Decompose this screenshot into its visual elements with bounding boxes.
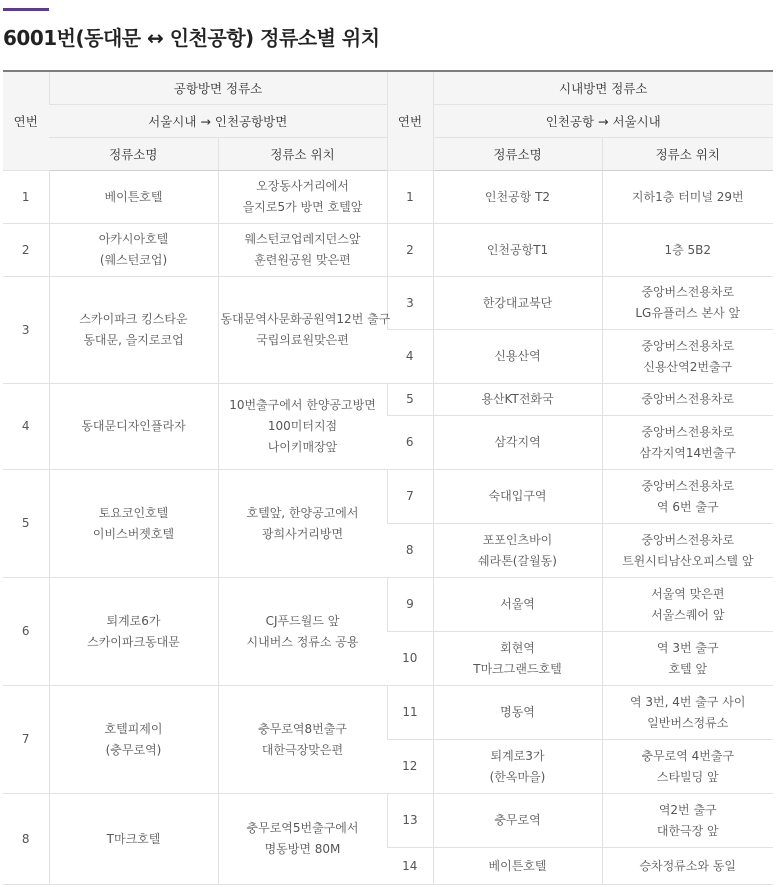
city-stop-name-cell (433, 224, 602, 277)
airport-stop-name-cell (49, 384, 218, 470)
city-stop-location-cell (602, 632, 773, 686)
city-stop-location-cell-line: 승차정류소와 동일 (639, 858, 737, 873)
city-seq-cell: 12 (387, 740, 433, 794)
airport-stop-location-cell-line: CJ푸드월드 앞 (265, 613, 340, 628)
city-stop-location-cell (602, 330, 773, 384)
city-stop-location-cell-line: 중앙버스전용차로 (641, 285, 735, 299)
city-stop-name-cell (433, 277, 602, 330)
city-stop-name-cell-line: 쉐라톤(갈월동) (478, 553, 557, 568)
city-stop-name-cell (433, 384, 602, 416)
city-stop-location-cell-line: 지하1층 터미널 29번 (631, 189, 744, 204)
city-stop-location-cell-line: 역2번 출구 (658, 802, 717, 817)
city-stop-location-cell (602, 384, 773, 416)
city-group-header: 시내방면 정류소 (433, 71, 773, 105)
airport-stop-name-cell-line: 동대문디자인플라자 (81, 419, 186, 433)
city-stop-name-cell-line: 회현역 (500, 640, 535, 655)
city-seq-cell: 6 (387, 416, 433, 470)
city-stop-location-cell-line: 신용산역2번출구 (643, 359, 733, 374)
city-stop-name-cell-line: 퇴계로3가 (490, 748, 545, 763)
table-row (3, 384, 773, 416)
city-stop-location-cell-line: 역 3번 출구 (656, 640, 719, 655)
airport-seq-cell: 5 (3, 470, 49, 578)
airport-seq-cell: 1 (3, 171, 49, 224)
city-seq-cell: 4 (387, 330, 433, 384)
city-stop-location-cell (602, 171, 773, 224)
table-row (3, 578, 773, 632)
airport-stop-name-cell (49, 686, 218, 794)
city-stop-location-cell-line: LG유플러스 본사 앞 (635, 306, 741, 320)
airport-stop-location-cell (218, 794, 387, 885)
city-seq-cell: 14 (387, 848, 433, 885)
table-row (3, 224, 773, 277)
page-title: 6001번(동대문 ↔ 인천공항) 정류소별 위치 (3, 26, 380, 50)
airport-stop-location-cell-line: 10번출구에서 한양공고방면 (229, 398, 376, 412)
city-stop-location-cell-line: 역 3번, 4번 출구 사이 (630, 694, 746, 709)
airport-stop-name-cell-line: 호텔피제이 (104, 721, 163, 736)
city-stop-location-cell-line: 중앙버스전용차로 (641, 338, 735, 353)
title-accent-bar (3, 8, 49, 11)
city-stop-name-cell (433, 794, 602, 848)
airport-stop-name-cell-line: 이비스버젯호텔 (92, 526, 175, 541)
header-row-groups (3, 71, 773, 105)
stop-table-body (3, 171, 773, 885)
airport-stop-location-cell-line: 호텔앞, 한양공고에서 (246, 505, 359, 520)
city-stop-location-cell (602, 224, 773, 277)
city-stop-name-cell-line: 인천공항 T2 (484, 189, 551, 204)
city-stop-name-cell-line: T마크그랜드호텔 (473, 661, 562, 676)
airport-stop-name-cell-line: 스카이파크 킹스타운 (79, 312, 188, 326)
airport-seq-cell: 7 (3, 686, 49, 794)
airport-seq-cell: 2 (3, 224, 49, 277)
city-stop-name-cell (433, 632, 602, 686)
city-stop-location-cell-line: 중앙버스전용차로 (641, 532, 735, 547)
table-row (3, 794, 773, 848)
city-stop-location-cell (602, 686, 773, 740)
city-route-header: 인천공항 → 서울시내 (433, 105, 773, 138)
city-stop-location-cell-line: 호텔 앞 (668, 661, 708, 676)
airport-group-header: 공항방면 정류소 (49, 71, 387, 105)
city-stop-name-cell (433, 470, 602, 524)
city-seq-cell: 10 (387, 632, 433, 686)
city-stop-location-cell-line: 1층 5B2 (664, 242, 712, 257)
city-stop-name-cell-line: 인천공항T1 (486, 242, 549, 257)
airport-stop-name-cell-line: 베이튼호텔 (104, 189, 163, 204)
airport-stop-location-cell (218, 171, 387, 224)
city-stop-location-cell (602, 524, 773, 578)
airport-stop-location-cell-line: 동대문역사문화공원역12번 출구 (220, 312, 391, 326)
table-row (3, 470, 773, 524)
city-stop-location-cell-line: 중앙버스전용차로 (641, 392, 735, 406)
airport-seq-cell: 8 (3, 794, 49, 885)
airport-stop-location-cell-line: 웨스턴코업레지던스앞 (244, 232, 361, 246)
city-stop-location-cell (602, 848, 773, 885)
airport-stop-location-cell (218, 686, 387, 794)
airport-stop-location-cell-line: 훈련원공원 맞은편 (254, 253, 351, 267)
city-stop-location-header: 정류소 위치 (602, 138, 773, 171)
city-stop-location-cell-line: 충무로역 4번출구 (641, 748, 735, 763)
city-stop-name-cell-line: 포포인츠바이 (482, 532, 553, 547)
city-stop-location-cell-line: 대한극장 앞 (656, 823, 719, 838)
city-seq-cell: 1 (387, 171, 433, 224)
airport-stop-location-cell-line: 충무로역8번출구 (258, 721, 347, 736)
airport-seq-cell: 6 (3, 578, 49, 686)
airport-stop-name-header: 정류소명 (49, 138, 218, 171)
city-stop-name-cell (433, 524, 602, 578)
city-stop-location-cell-line: 서울역 맞은편 (651, 586, 725, 601)
airport-stop-name-cell-line: 동대문, 을지로코업 (83, 333, 184, 347)
city-stop-location-cell (602, 277, 773, 330)
airport-stop-name-cell (49, 224, 218, 277)
airport-stop-location-cell-line: 국립의료원맞은편 (256, 333, 349, 347)
airport-stop-name-cell-line: 스카이파크동대문 (87, 634, 180, 649)
table-row (3, 686, 773, 740)
airport-stop-location-cell-line: 광희사거리방면 (261, 526, 344, 541)
airport-stop-name-cell (49, 171, 218, 224)
airport-stop-location-cell-line: 을지로5가 방면 호텔앞 (242, 200, 363, 214)
airport-stop-location-cell (218, 470, 387, 578)
city-seq-cell: 9 (387, 578, 433, 632)
city-stop-name-cell (433, 416, 602, 470)
table-row (3, 171, 773, 224)
airport-stop-location-cell (218, 384, 387, 470)
city-stop-location-cell-line: 트윈시티남산오피스텔 앞 (622, 553, 754, 568)
city-stop-location-cell (602, 740, 773, 794)
city-stop-location-cell-line: 삼각지역14번출구 (639, 445, 736, 460)
airport-stop-name-cell-line: 토요코인호텔 (98, 505, 169, 520)
airport-stop-location-cell-line: 오장동사거리에서 (256, 179, 349, 193)
city-stop-name-cell-line: 한강대교북단 (482, 295, 553, 310)
city-stop-location-cell (602, 578, 773, 632)
city-stop-location-cell (602, 794, 773, 848)
airport-stop-name-cell (49, 470, 218, 578)
airport-stop-location-cell (218, 578, 387, 686)
airport-stop-name-cell-line: 아카시아호텔 (98, 232, 169, 246)
airport-stop-location-cell-line: 100미터지점 (267, 419, 338, 433)
airport-stop-location-cell (218, 224, 387, 277)
city-stop-location-cell-line: 중앙버스전용차로 (641, 424, 735, 439)
city-seq-cell: 3 (387, 277, 433, 330)
airport-stop-name-cell (49, 277, 218, 384)
city-stop-location-cell-line: 스타빌딩 앞 (656, 769, 719, 784)
city-stop-name-cell-line: (한옥마을) (489, 769, 546, 784)
city-seq-cell: 7 (387, 470, 433, 524)
city-stop-location-cell (602, 470, 773, 524)
city-stop-name-cell-line: 명동역 (500, 705, 535, 719)
city-stop-location-cell-line: 일반버스정류소 (647, 715, 729, 730)
city-stop-name-cell (433, 848, 602, 885)
airport-stop-location-cell-line: 나이키매장앞 (267, 440, 338, 454)
city-stop-name-cell-line: 숙대입구역 (488, 489, 547, 503)
airport-seq-cell: 3 (3, 277, 49, 384)
airport-stop-name-cell-line: 퇴계로6가 (106, 613, 161, 628)
city-stop-name-cell (433, 686, 602, 740)
airport-stop-location-cell-line: 시내버스 정류소 공용 (246, 634, 359, 649)
airport-seq-cell: 4 (3, 384, 49, 470)
city-stop-location-cell (602, 416, 773, 470)
stop-location-table (3, 70, 773, 885)
city-seq-header: 연번 (387, 71, 433, 171)
airport-stop-name-cell-line: (웨스턴코업) (99, 253, 168, 267)
airport-stop-location-cell-line: 명동방면 80M (264, 842, 341, 856)
airport-stop-name-cell-line: T마크호텔 (106, 831, 161, 846)
city-stop-name-cell (433, 740, 602, 794)
city-seq-cell: 11 (387, 686, 433, 740)
airport-stop-location-cell-line: 충무로역5번출구에서 (246, 821, 359, 835)
airport-stop-location-cell (218, 277, 391, 384)
airport-stop-name-cell (49, 794, 218, 885)
city-stop-name-cell (433, 171, 602, 224)
airport-stop-location-cell-line: 대한극장맞은편 (261, 742, 344, 757)
city-stop-name-cell-line: 신용산역 (494, 349, 541, 363)
city-stop-location-cell-line: 서울스퀘어 앞 (651, 607, 725, 622)
city-stop-name-header: 정류소명 (433, 138, 602, 171)
city-seq-cell: 5 (387, 384, 433, 416)
airport-route-header: 서울시내 → 인천공항방면 (49, 105, 387, 138)
city-seq-cell: 2 (387, 224, 433, 277)
city-stop-name-cell-line: 충무로역 (494, 813, 541, 827)
table-row (3, 277, 773, 330)
city-seq-cell: 8 (387, 524, 433, 578)
city-stop-name-cell-line: 베이튼호텔 (488, 858, 547, 873)
airport-seq-header: 연번 (3, 71, 49, 171)
city-stop-location-cell-line: 중앙버스전용차로 (641, 478, 735, 493)
city-seq-cell: 13 (387, 794, 433, 848)
airport-stop-location-header: 정류소 위치 (218, 138, 387, 171)
airport-stop-name-cell-line: (충무로역) (105, 742, 162, 757)
airport-stop-name-cell (49, 578, 218, 686)
city-stop-name-cell-line: 삼각지역 (494, 435, 541, 449)
city-stop-name-cell (433, 578, 602, 632)
city-stop-name-cell-line: 용산KT전화국 (481, 392, 554, 406)
city-stop-name-cell-line: 서울역 (500, 597, 535, 611)
city-stop-location-cell-line: 역 6번 출구 (656, 499, 719, 514)
city-stop-name-cell (433, 330, 602, 384)
